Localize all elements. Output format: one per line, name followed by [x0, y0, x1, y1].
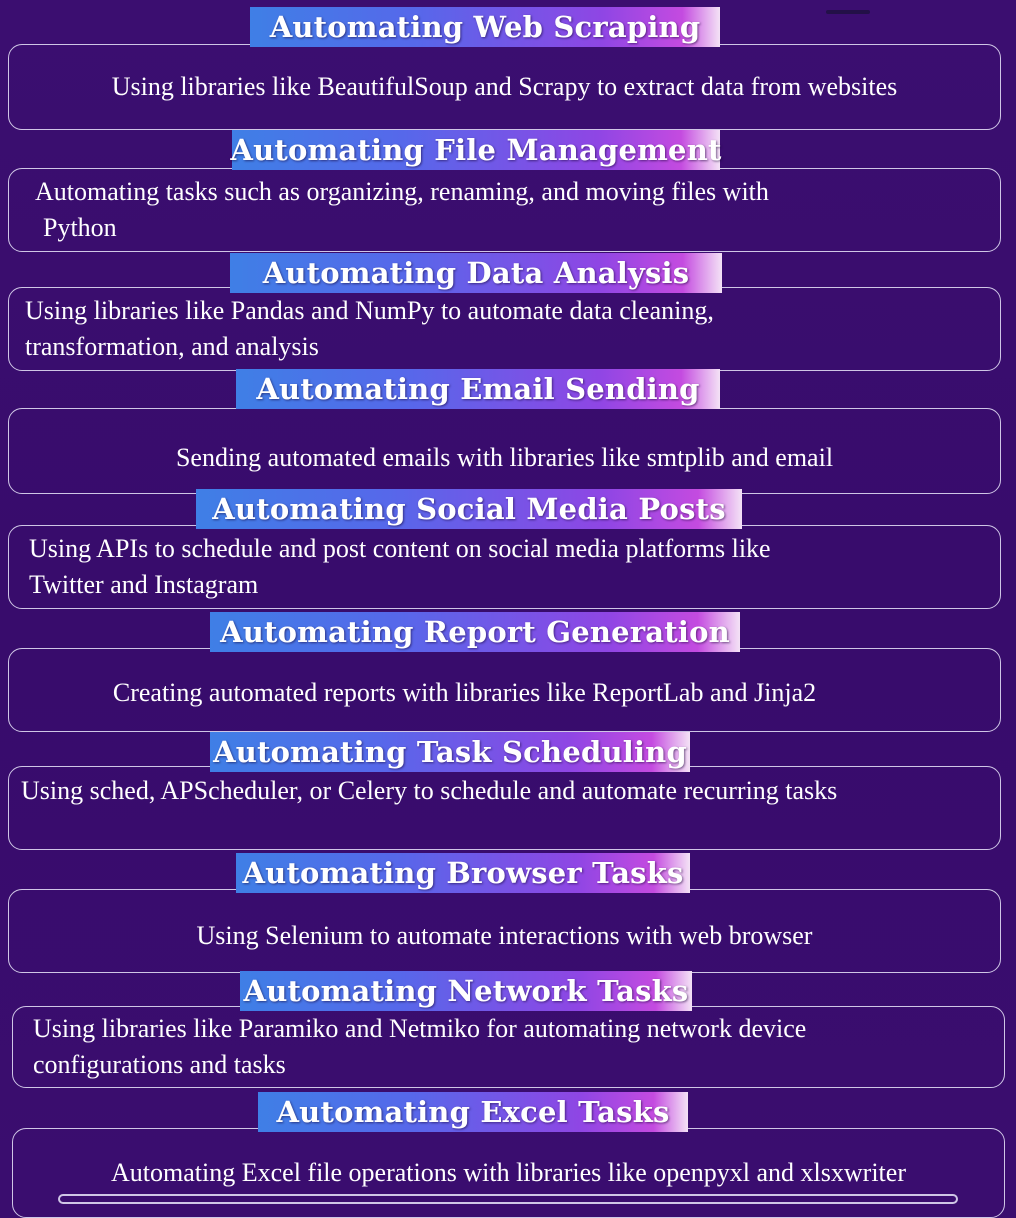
- section-description: [8, 168, 1001, 252]
- section-title: Automating Web Scraping: [250, 7, 720, 47]
- section-title: Automating Email Sending: [236, 369, 720, 409]
- section-title: Automating Data Analysis: [230, 253, 722, 293]
- section-description: [12, 1006, 1005, 1088]
- description-line: Automating Excel file operations with libraries like openpyxl and xlsxwriter: [111, 1158, 906, 1187]
- section-title: Automating Browser Tasks: [236, 853, 690, 893]
- section-title: Automating Social Media Posts: [196, 489, 742, 529]
- section-title: Automating Task Scheduling: [210, 732, 690, 772]
- description-line: Using Selenium to automate interactions with web browser: [196, 921, 813, 950]
- section-description: [12, 1128, 1005, 1218]
- section-title: Automating Report Generation: [210, 612, 740, 652]
- section-description: [8, 525, 1001, 609]
- description-line: configurations and tasks: [33, 1050, 286, 1079]
- description-line: Sending automated emails with libraries like smtplib and email: [175, 443, 834, 472]
- description-line: Python: [43, 213, 117, 242]
- section-title: Automating File Management: [232, 130, 720, 170]
- section-description: [8, 287, 1001, 371]
- description-line: Automating tasks such as organizing, renaming, and moving files with: [35, 177, 769, 206]
- section-description: [8, 889, 1001, 973]
- section-description: [8, 408, 1001, 494]
- description-line: Using libraries like Paramiko and Netmiko for automating network device: [33, 1014, 807, 1043]
- description-line: transformation, and analysis: [25, 332, 319, 361]
- top-decoration: [826, 10, 870, 14]
- description-line: Creating automated reports with libraries like ReportLab and Jinja2: [112, 678, 817, 707]
- section-description: [8, 766, 1001, 850]
- section-title: Automating Excel Tasks: [258, 1092, 688, 1132]
- description-line: Using libraries like Pandas and NumPy to automate data cleaning,: [25, 296, 714, 325]
- description-line: Using sched, APScheduler, or Celery to schedule and automate recurring tasks: [21, 776, 838, 805]
- bottom-decoration: [58, 1194, 958, 1204]
- description-line: Using APIs to schedule and post content on social media platforms like: [29, 534, 771, 563]
- section-description: [8, 44, 1001, 130]
- section-description: [8, 648, 1001, 732]
- description-line: Twitter and Instagram: [29, 570, 259, 599]
- section-title: Automating Network Tasks: [240, 971, 692, 1011]
- description-line: Using libraries like BeautifulSoup and Scrapy to extract data from websites: [111, 72, 898, 101]
